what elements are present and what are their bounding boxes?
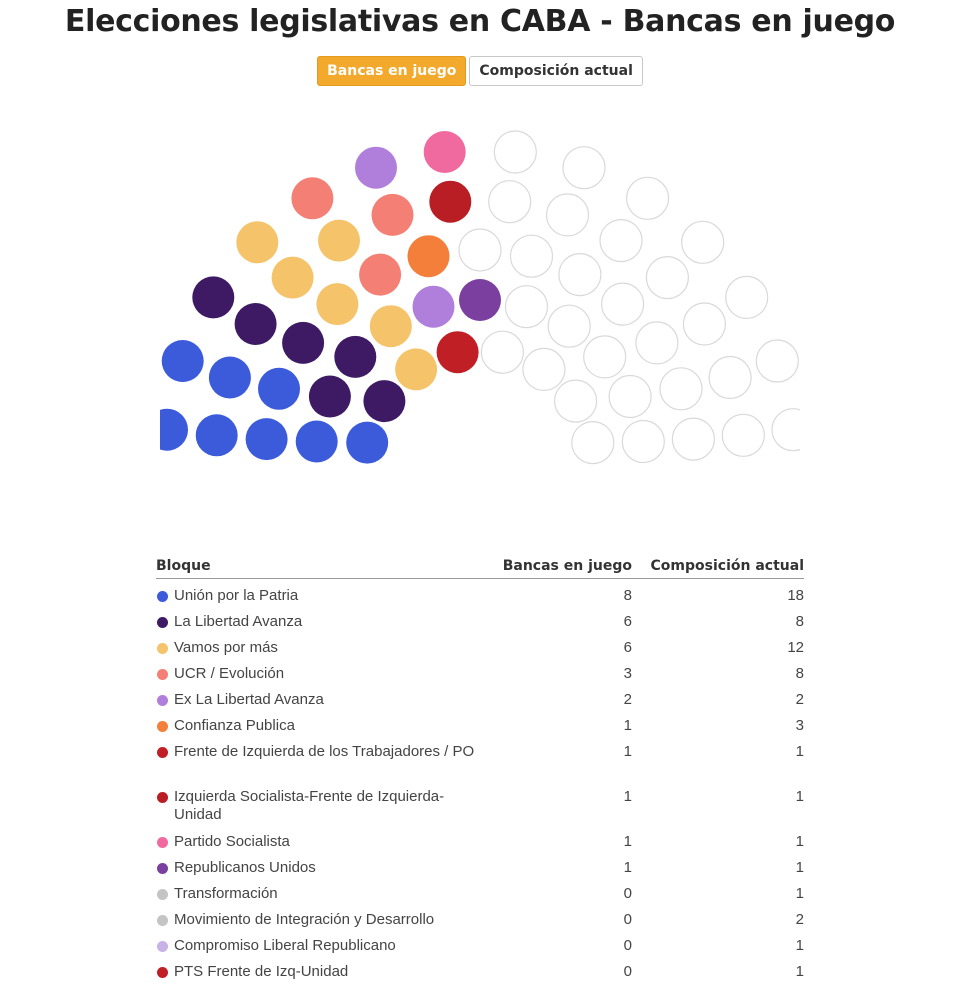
seat-empty[interactable] bbox=[602, 283, 644, 325]
seat-in-play[interactable] bbox=[363, 380, 405, 422]
composicion-actual-value: 2 bbox=[795, 911, 804, 928]
seat-in-play[interactable] bbox=[437, 331, 479, 373]
seat-empty[interactable] bbox=[584, 336, 626, 378]
seat-in-play[interactable] bbox=[296, 421, 338, 463]
party-color-dot bbox=[157, 941, 168, 952]
bloque-name: Ex La Libertad Avanza bbox=[174, 691, 324, 708]
seat-in-play[interactable] bbox=[192, 276, 234, 318]
seat-empty[interactable] bbox=[772, 409, 800, 451]
bloque-cell bbox=[156, 911, 496, 929]
seat-in-play[interactable] bbox=[334, 336, 376, 378]
party-color-dot bbox=[157, 643, 168, 654]
bloque-cell bbox=[156, 743, 496, 780]
seat-empty[interactable] bbox=[511, 235, 553, 277]
seat-in-play[interactable] bbox=[413, 286, 455, 328]
composicion-actual-value: 1 bbox=[795, 788, 804, 805]
composicion-actual-value: 2 bbox=[795, 691, 804, 708]
seat-in-play[interactable] bbox=[196, 414, 238, 456]
bloque-cell bbox=[156, 788, 496, 825]
bancas-en-juego-value: 8 bbox=[623, 587, 632, 604]
seat-empty[interactable] bbox=[506, 286, 548, 328]
header-bloque: Bloque bbox=[156, 558, 211, 574]
bloque-cell bbox=[156, 613, 496, 631]
seat-in-play[interactable] bbox=[316, 283, 358, 325]
seat-in-play[interactable] bbox=[236, 221, 278, 263]
view-toggle-group bbox=[0, 56, 960, 86]
bloque-name: Partido Socialista bbox=[174, 833, 290, 850]
table-row bbox=[156, 903, 804, 929]
bancas-en-juego-value: 1 bbox=[623, 717, 632, 734]
table-row bbox=[156, 657, 804, 683]
bancas-en-juego-value: 1 bbox=[623, 833, 632, 850]
composicion-actual-value: 1 bbox=[795, 937, 804, 954]
seat-empty[interactable] bbox=[609, 376, 651, 418]
seat-empty[interactable] bbox=[555, 380, 597, 422]
seat-empty[interactable] bbox=[722, 414, 764, 456]
bloque-name: La Libertad Avanza bbox=[174, 613, 303, 630]
seat-empty[interactable] bbox=[489, 181, 531, 223]
bloque-cell bbox=[156, 833, 496, 851]
table-row bbox=[156, 780, 804, 825]
seat-in-play[interactable] bbox=[395, 348, 437, 390]
seat-in-play[interactable] bbox=[235, 303, 277, 345]
seat-in-play[interactable] bbox=[372, 194, 414, 236]
bloque-name: Movimiento de Integración y Desarrollo bbox=[174, 911, 435, 928]
party-color-dot bbox=[157, 747, 168, 758]
seat-empty[interactable] bbox=[494, 131, 536, 173]
party-color-dot bbox=[157, 837, 168, 848]
bloque-cell bbox=[156, 691, 496, 709]
bancas-en-juego-value: 6 bbox=[623, 613, 632, 630]
header-bancas-en-juego: Bancas en juego bbox=[502, 558, 632, 574]
composicion-actual-value: 8 bbox=[795, 613, 804, 630]
table-row bbox=[156, 955, 804, 981]
seat-in-play[interactable] bbox=[318, 220, 360, 262]
seat-empty[interactable] bbox=[627, 177, 669, 219]
seat-in-play[interactable] bbox=[246, 418, 288, 460]
seat-in-play[interactable] bbox=[429, 181, 471, 223]
bancas-en-juego-value: 0 bbox=[623, 937, 632, 954]
bloque-cell bbox=[156, 639, 496, 657]
seat-empty[interactable] bbox=[481, 331, 523, 373]
seat-in-play[interactable] bbox=[424, 131, 466, 173]
composicion-actual-value: 1 bbox=[795, 859, 804, 876]
table-row bbox=[156, 683, 804, 709]
bancas-en-juego-value: 0 bbox=[623, 911, 632, 928]
seat-empty[interactable] bbox=[572, 422, 614, 464]
seat-in-play[interactable] bbox=[408, 235, 450, 277]
table-row bbox=[156, 631, 804, 657]
bloque-name: Confianza Publica bbox=[174, 717, 295, 734]
seat-in-play[interactable] bbox=[258, 368, 300, 410]
bloque-cell bbox=[156, 963, 496, 981]
composicion-actual-value: 1 bbox=[795, 743, 804, 760]
table-body bbox=[156, 579, 804, 981]
composicion-actual-value: 18 bbox=[787, 587, 804, 604]
bancas-en-juego-value: 1 bbox=[623, 859, 632, 876]
party-color-dot bbox=[157, 695, 168, 706]
party-color-dot bbox=[157, 967, 168, 978]
party-color-dot bbox=[157, 863, 168, 874]
composicion-actual-value: 1 bbox=[795, 833, 804, 850]
composicion-actual-value: 3 bbox=[795, 717, 804, 734]
seat-in-play[interactable] bbox=[209, 357, 251, 399]
bloque-cell bbox=[156, 587, 496, 605]
bancas-en-juego-value: 2 bbox=[623, 691, 632, 708]
table-row bbox=[156, 877, 804, 903]
party-color-dot bbox=[157, 915, 168, 926]
seat-in-play[interactable] bbox=[459, 279, 501, 321]
seat-in-play[interactable] bbox=[359, 254, 401, 296]
bloque-name: Frente de Izquierda de los Trabajadores / PO bbox=[174, 743, 475, 760]
seat-empty[interactable] bbox=[646, 257, 688, 299]
bloque-name: Transformación bbox=[174, 885, 278, 902]
bloque-cell bbox=[156, 885, 496, 903]
table-row bbox=[156, 929, 804, 955]
bancas-en-juego-value: 1 bbox=[623, 788, 632, 805]
bancas-en-juego-value: 0 bbox=[623, 885, 632, 902]
bloque-name: PTS Frente de Izq-Unidad bbox=[174, 963, 349, 980]
seat-in-play[interactable] bbox=[282, 322, 324, 364]
bloque-name: Compromiso Liberal Republicano bbox=[174, 937, 396, 954]
table-row bbox=[156, 709, 804, 735]
bancas-en-juego-value: 6 bbox=[623, 639, 632, 656]
parliament-chart bbox=[160, 95, 800, 515]
seat-empty[interactable] bbox=[548, 305, 590, 347]
party-color-dot bbox=[157, 721, 168, 732]
seat-empty[interactable] bbox=[756, 340, 798, 382]
table-header bbox=[156, 553, 804, 579]
chart-title: Elecciones legislativas en CABA - Bancas en juego bbox=[64, 4, 896, 39]
bloque-cell bbox=[156, 665, 496, 683]
table-row bbox=[156, 579, 804, 605]
seat-empty[interactable] bbox=[683, 303, 725, 345]
toggle-composicion-actual[interactable]: Composición actual bbox=[469, 56, 642, 86]
composicion-actual-value: 8 bbox=[795, 665, 804, 682]
bloque-name: UCR / Evolución bbox=[174, 665, 285, 682]
table-row bbox=[156, 825, 804, 851]
bloque-name: Republicanos Unidos bbox=[174, 859, 316, 876]
seat-empty[interactable] bbox=[563, 147, 605, 189]
table-row bbox=[156, 735, 804, 780]
seat-in-play[interactable] bbox=[160, 409, 188, 451]
party-color-dot bbox=[157, 591, 168, 602]
table-row bbox=[156, 605, 804, 631]
seat-in-play[interactable] bbox=[370, 305, 412, 347]
bloque-name: Vamos por más bbox=[174, 639, 278, 656]
party-color-dot bbox=[157, 617, 168, 628]
party-color-dot bbox=[157, 792, 168, 803]
toggle-bancas-en-juego[interactable]: Bancas en juego bbox=[317, 56, 466, 86]
seat-empty[interactable] bbox=[672, 418, 714, 460]
seat-empty[interactable] bbox=[682, 221, 724, 263]
seat-empty[interactable] bbox=[709, 357, 751, 399]
composicion-actual-value: 1 bbox=[795, 963, 804, 980]
seat-in-play[interactable] bbox=[291, 177, 333, 219]
bloque-cell bbox=[156, 937, 496, 955]
seat-empty[interactable] bbox=[547, 194, 589, 236]
table-row bbox=[156, 851, 804, 877]
composicion-actual-value: 1 bbox=[795, 885, 804, 902]
seat-in-play[interactable] bbox=[272, 257, 314, 299]
bancas-en-juego-value: 0 bbox=[623, 963, 632, 980]
seat-in-play[interactable] bbox=[309, 376, 351, 418]
party-color-dot bbox=[157, 889, 168, 900]
seat-in-play[interactable] bbox=[346, 422, 388, 464]
header-composicion-actual: Composición actual bbox=[650, 558, 804, 574]
bancas-en-juego-value: 1 bbox=[623, 743, 632, 760]
bloque-cell bbox=[156, 717, 496, 735]
seat-empty[interactable] bbox=[636, 322, 678, 364]
bloque-name: Izquierda Socialista-Frente de Izquierda-Unidad bbox=[174, 788, 445, 823]
seat-in-play[interactable] bbox=[162, 340, 204, 382]
bancas-en-juego-value: 3 bbox=[623, 665, 632, 682]
seat-empty[interactable] bbox=[600, 220, 642, 262]
composicion-actual-value: 12 bbox=[787, 639, 804, 656]
seats-table bbox=[156, 553, 804, 981]
seat-empty[interactable] bbox=[726, 276, 768, 318]
bloque-cell bbox=[156, 859, 496, 877]
seat-empty[interactable] bbox=[459, 229, 501, 271]
party-color-dot bbox=[157, 669, 168, 680]
seat-empty[interactable] bbox=[523, 348, 565, 390]
seat-empty[interactable] bbox=[660, 368, 702, 410]
seat-in-play[interactable] bbox=[355, 147, 397, 189]
bloque-name: Unión por la Patria bbox=[174, 587, 299, 604]
seat-empty[interactable] bbox=[622, 421, 664, 463]
seat-empty[interactable] bbox=[559, 254, 601, 296]
